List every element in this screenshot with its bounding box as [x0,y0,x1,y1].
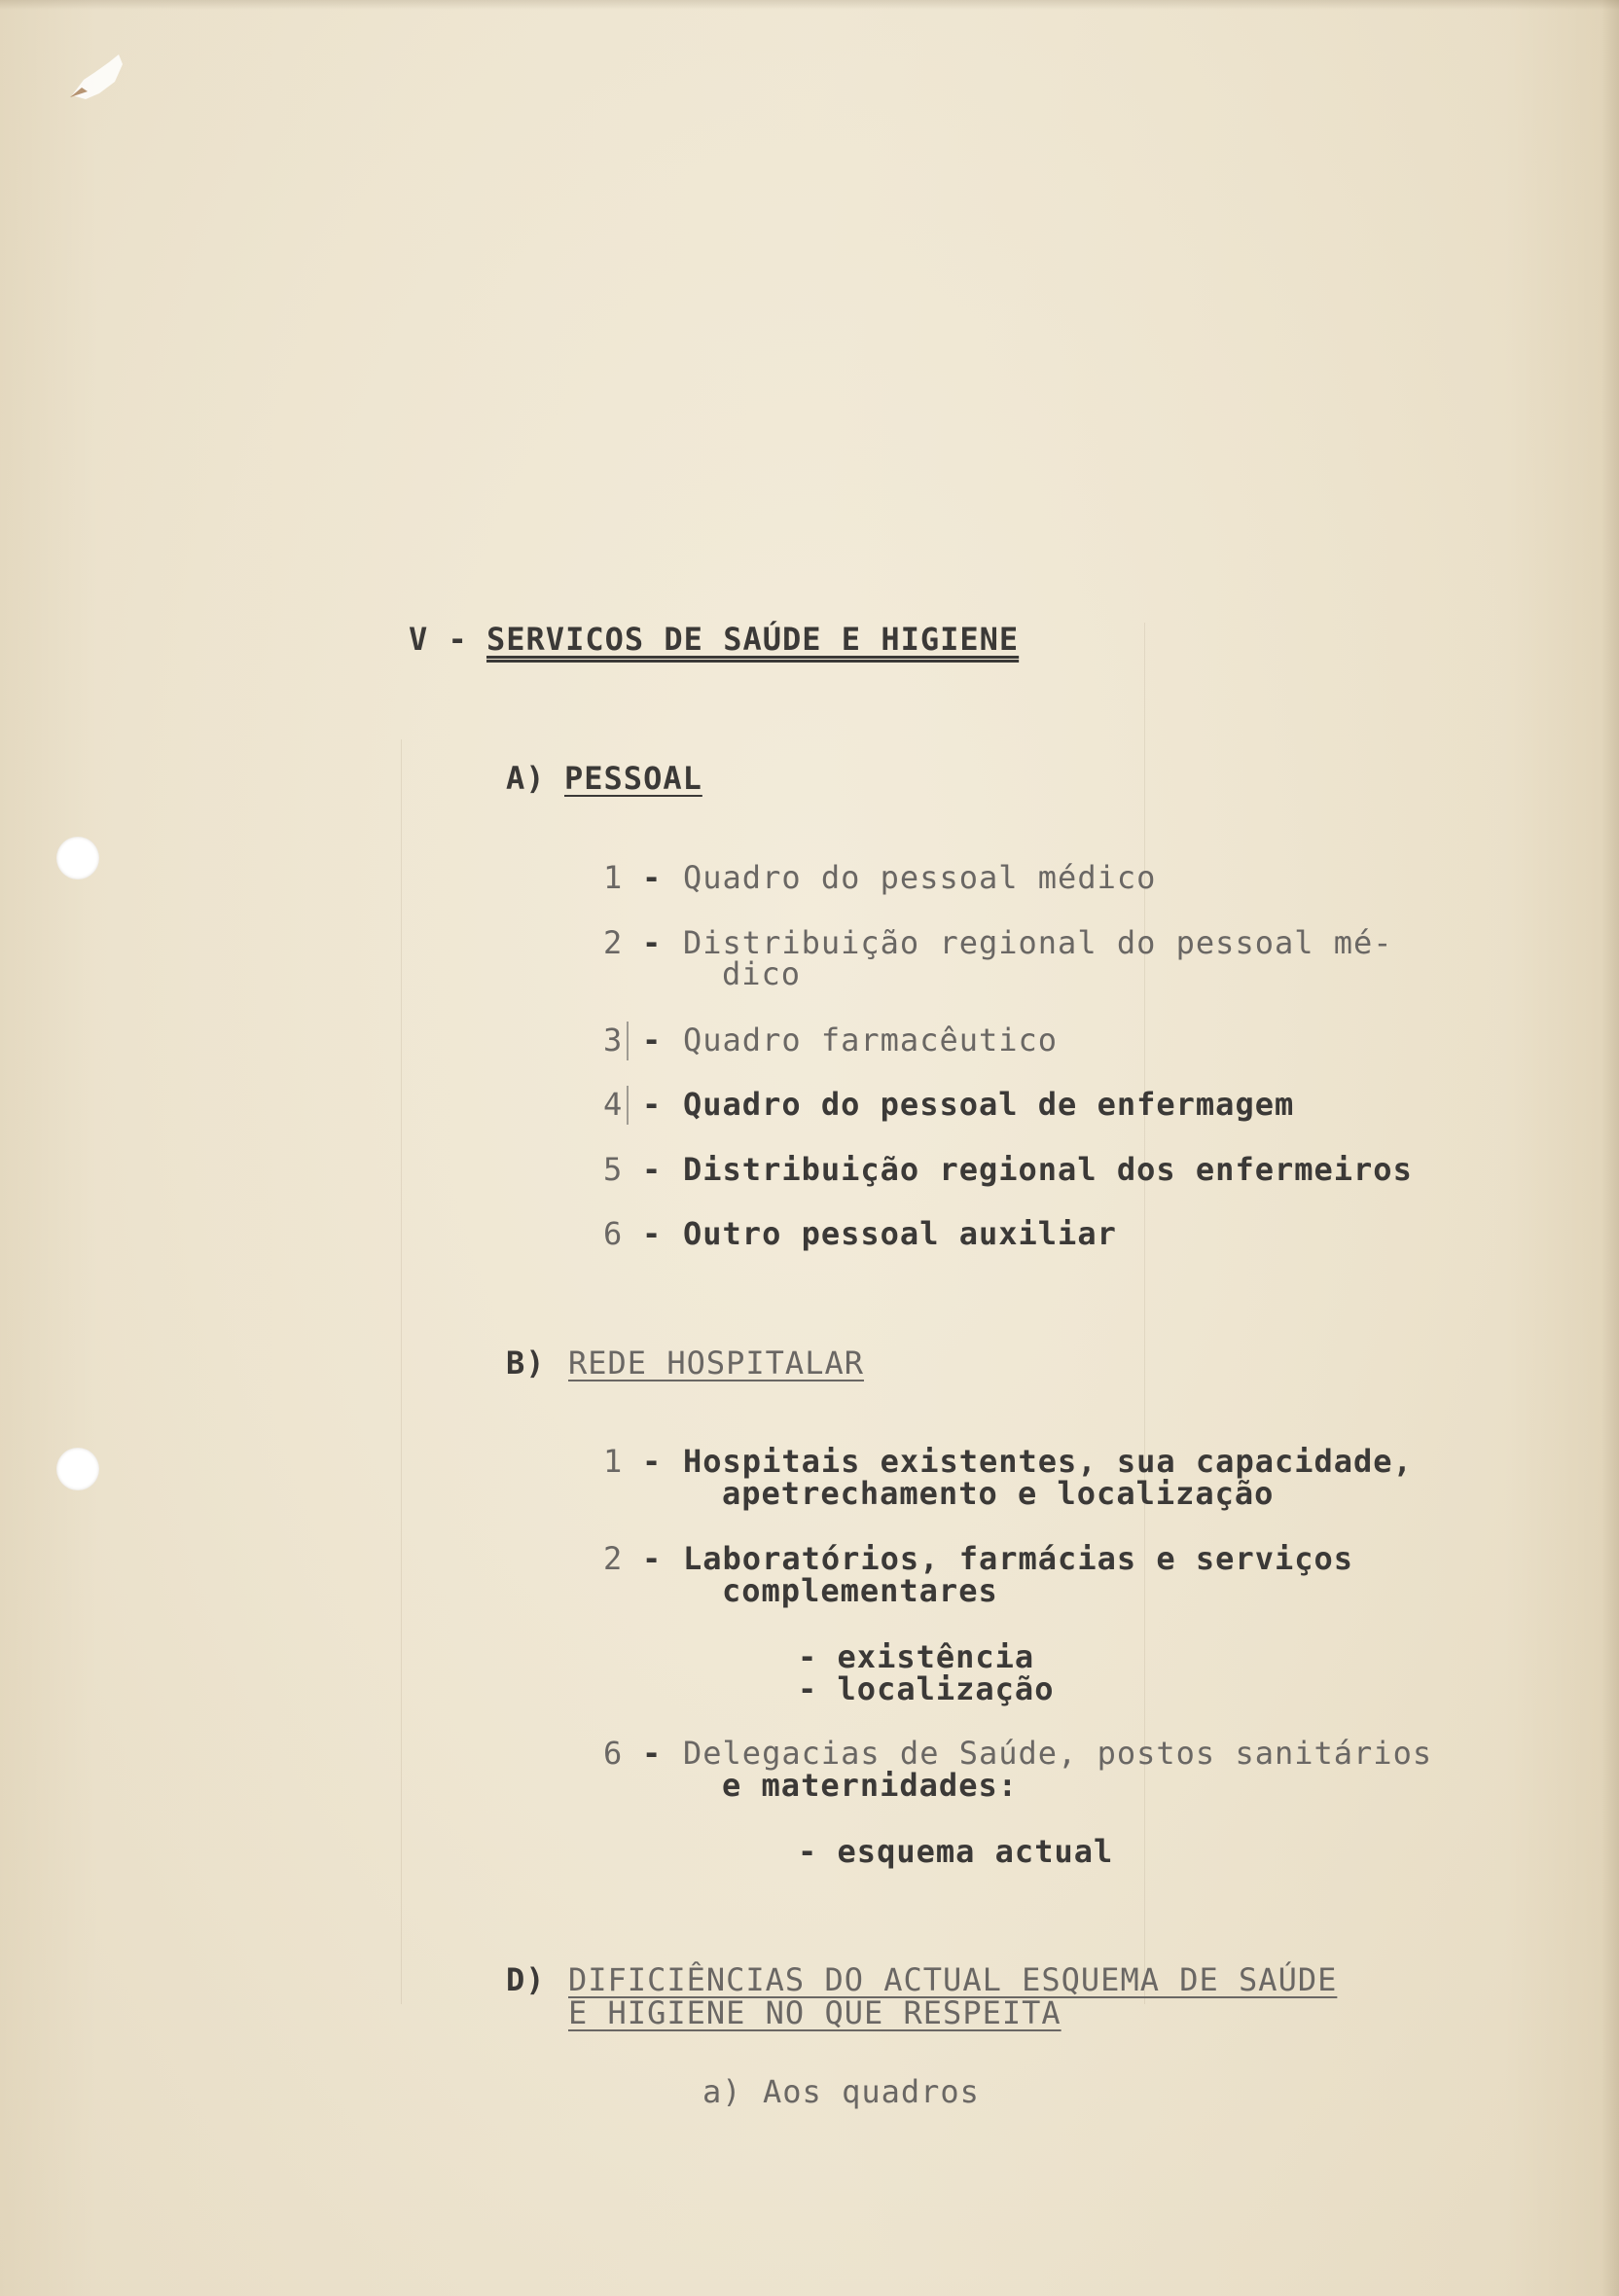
punch-hole-bottom [56,1448,99,1490]
list-item-number: 5 [603,1151,624,1188]
list-item-text-continued: complementares [722,1572,998,1609]
paper-edge-top [0,0,1619,10]
list-item-text: Outro pessoal auxiliar [683,1215,1117,1252]
list-item-dash: - [642,1086,663,1123]
list-item-text: Delegacias de Saúde, postos sanitários [683,1735,1433,1772]
subsection-d-title-line2: E HIGIENE NO QUE RESPEITA [568,1994,1061,2031]
sub-list-item: - esquema actual [798,1833,1114,1870]
list-item-number: 2 [603,924,624,961]
list-item-dash: - [642,1151,663,1188]
list-item-text: Distribuição regional do pessoal mé- [683,924,1393,961]
list-item-text: Laboratórios, farmácias e serviços [683,1540,1354,1577]
subsection-d-label: D) [506,1961,546,1998]
list-item-text-continued: apetrechamento e localização [722,1475,1275,1512]
subsection-a-label: A) [506,760,546,797]
subsection-b-title: REDE HOSPITALAR [568,1345,864,1381]
list-item-text-continued: dico [722,955,802,992]
list-item-text: Distribuição regional dos enfermeiros [683,1151,1413,1188]
sub-item-label: a) [702,2073,742,2110]
list-item-text: Quadro do pessoal de enfermagem [683,1086,1295,1123]
section-title: SERVICOS DE SAÚDE E HIGIENE [486,621,1020,658]
subsection-a-title: PESSOAL [564,760,702,797]
sub-item-text: Aos quadros [763,2073,980,2110]
section-number: V - [409,621,468,658]
list-item-number: 2 [603,1540,624,1577]
list-item-dash: - [642,924,663,961]
sub-list-item: - existência [798,1638,1035,1675]
list-item-dash: - [642,1735,663,1772]
punch-hole-top [56,837,99,879]
paper-edge-right [1601,0,1619,2296]
list-item-number: 6 [603,1215,624,1252]
list-item-text: Quadro farmacêutico [683,1022,1059,1058]
list-item-dash: - [642,1215,663,1252]
list-item-dash: - [642,1022,663,1058]
list-item-number: 1 [603,1443,624,1480]
margin-mark [627,1086,629,1125]
sub-list-item: - localização [798,1670,1055,1707]
paper-crease [1144,623,1145,2004]
list-item-dash: - [642,1443,663,1480]
torn-corner-mark [66,45,125,103]
subsection-d-title-line1: DIFICIÊNCIAS DO ACTUAL ESQUEMA DE SAÚDE [568,1961,1338,1998]
list-item-number: 6 [603,1735,624,1772]
paper-crease [401,739,402,2004]
list-item-text-continued: e maternidades: [722,1767,1018,1804]
margin-mark [627,1022,629,1060]
list-item-number: 4 [603,1086,624,1123]
list-item-text: Quadro do pessoal médico [683,859,1157,896]
list-item-dash: - [642,859,663,896]
list-item-number: 3 [603,1022,624,1058]
list-item-dash: - [642,1540,663,1577]
list-item-text: Hospitais existentes, sua capacidade, [683,1443,1413,1480]
subsection-b-label: B) [506,1345,546,1381]
list-item-number: 1 [603,859,624,896]
